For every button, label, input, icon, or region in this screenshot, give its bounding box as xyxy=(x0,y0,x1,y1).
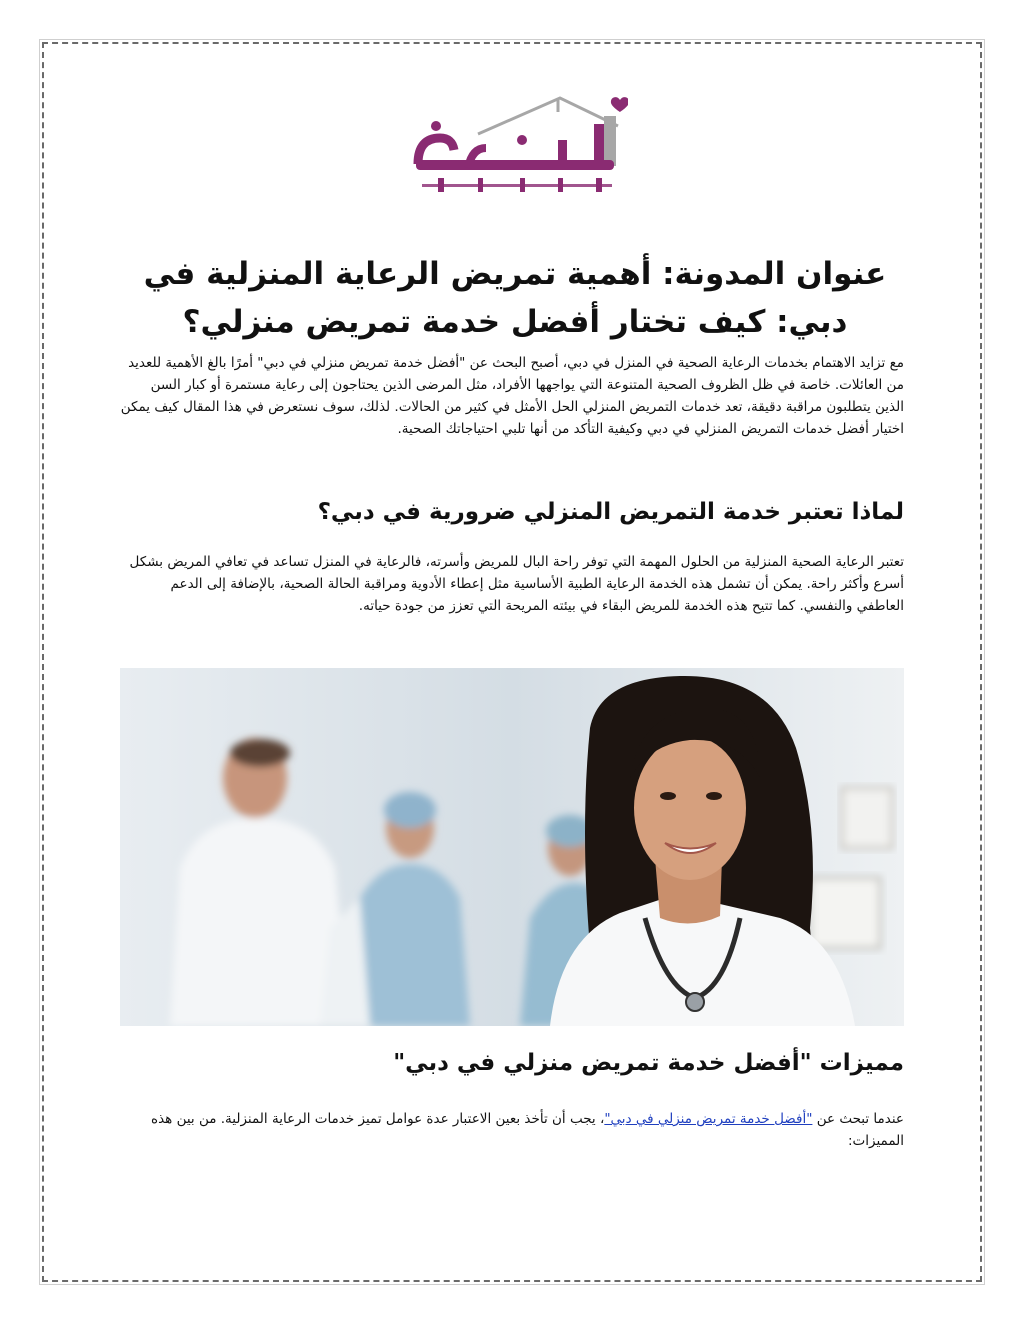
nurse-photo xyxy=(120,668,904,1026)
section-paragraph-features xyxy=(120,1108,904,1152)
intro-paragraph: مع تزايد الاهتمام بخدمات الرعاية الصحية في المنزل في دبي، أصبح البحث عن "أفضل خدمة تمريض منزلي في دبي" أمرًا بالغ الأهمية للعديد من العائلات. خاصة في ظل الظروف الصحية المتنوعة التي يواجهها الأفراد، مثل المرضى الذين يحتاجون إلى رعاية مستمرة أو كبار السن الذين يتطلبون مراقبة دقيقة، تعد خدمات التمريض المنزلي الحل الأمثل في كثير من الحالات. لذلك، سوف نستعرض في هذا المقال كيف يمكن اختيار أفضل خدمات التمريض المنزلي في دبي وكيفية التأكد من أنها تلبي احتياجاتك الصحية. xyxy=(120,355,904,437)
section-paragraph-why: تعتبر الرعاية الصحية المنزلية من الحلول المهمة التي توفر راحة البال للمريض وأسرته، فالرعاية في المنزل تساعد في تعافي المريض بشكل أسرع وأكثر راحة. يمكن أن تشمل هذه الخدمة الرعاية الطبية الأساسية مثل إعطاء الأدوية ومراقبة الحالة الصحية، بالإضافة إلى الدعم العاطفي والنفسي. كما تتيح هذه الخدمة للمريض البقاء في بيئته المريحة التي تعزز من جودة حياته. xyxy=(129,554,904,614)
section-heading-features: مميزات "أفضل خدمة تمريض منزلي في دبي" xyxy=(393,1050,904,1076)
features-intro-continuation: ، يجب أن تأخذ بعين الاعتبار عدة عوامل تميز خدمات الرعاية المنزلية. من بين هذه المميزات: xyxy=(151,1111,904,1149)
page-title: عنوان المدونة: أهمية تمريض الرعاية المنزلية في دبي: كيف تختار أفضل خدمة تمريض منزلي؟ xyxy=(143,256,887,340)
brand-logo xyxy=(408,94,628,206)
section-heading-why: لماذا تعتبر خدمة التمريض المنزلي ضرورية في دبي؟ xyxy=(317,499,904,525)
page-border xyxy=(42,42,982,1282)
nurse-doctors-illustration xyxy=(120,668,904,1026)
house-heart-icon xyxy=(408,94,628,206)
best-home-nursing-link[interactable]: "أفضل خدمة تمريض منزلي في دبي" xyxy=(604,1111,813,1127)
features-intro-text: عندما تبحث عن xyxy=(812,1111,904,1127)
